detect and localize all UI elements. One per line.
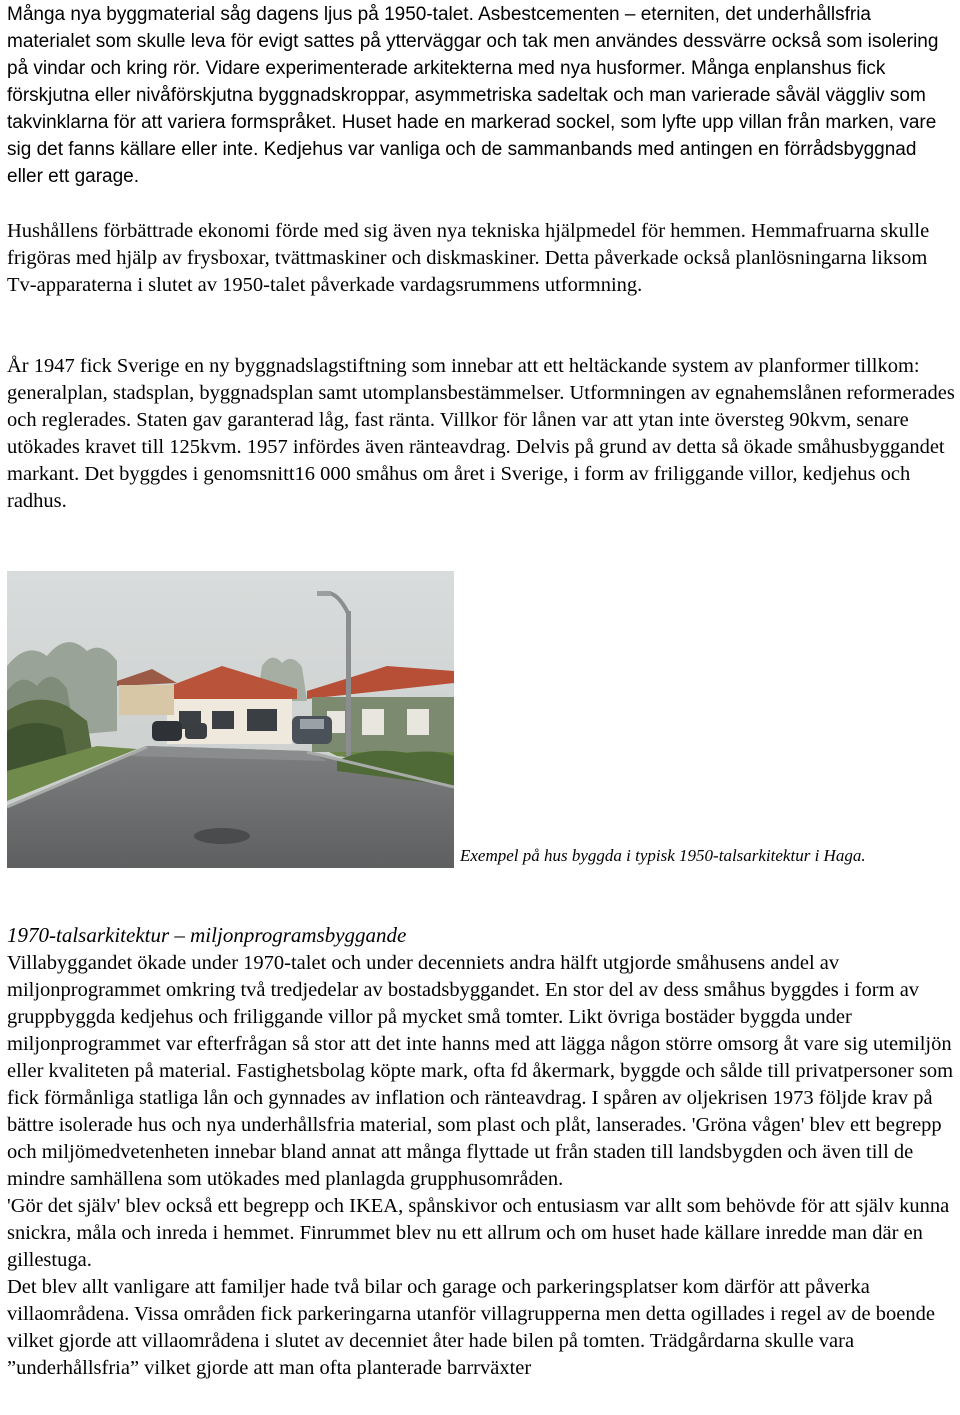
photo-caption: Exempel på hus byggda i typisk 1950-talsarkitektur i Haga. — [460, 846, 866, 865]
section-paragraph-1: Villabyggandet ökade under 1970-talet och under decenniets andra hälft utgjorde småhusens andel av miljonprogrammet omkring två tredjedelar av bostadsbyggandet. En stor del av dess småhus byggdes i form av gruppbyggda kedjehus och friliggande villor på mycket små tomter. Likt övriga bostäder byggda under miljonprogrammet var efterfrågan så stor att det inte hanns med att lägga någon större omsorg åt vare sig utemiljön eller kvaliteten på material. Fastighetsbolag köpte mark, ofta fd åkermark, byggde och sålde till privatpersoner som fick förmånliga statliga lån och gynnades av inflation och ränteavdrag. I spåren av oljekrisen 1973 följde krav på bättre isolerade hus och nya underhållsfria material, som plast och plåt, lanserades. 'Gröna vågen' blev ett begrepp och miljömedvetenheten innebar bland annat att många flyttade ut från staden till landsbygden och även till de mindre samhällena som utökades med planlagda grupphusområden. — [7, 952, 954, 1190]
legislation-paragraph: År 1947 fick Sverige en ny byggnadslagstiftning som innebar att ett heltäckande system av planformer tillkom: generalplan, stadsplan, byggnadsplan samt utomplansbestämmelser. Utformningen av egnahemslånen reformerades och reglerades. Staten gav garanterad låg, fast ränta. Villkor för lånen var att ytan inte översteg 90kvm, senare utökades kravet till 125kvm. 1957 infördes även ränteavdrag. Delvis på grund av detta så ökade småhusbyggandet markant. Det byggdes i genomsnitt16 000 småhus om året i Sverige, i form av friliggande villor, kedjehus och radhus. — [7, 355, 955, 512]
section-body — [7, 950, 957, 1382]
section-paragraph-2: 'Gör det själv' blev också ett begrepp och IKEA, spånskivor och entusiasm var allt som behövde för att själv kunna snickra, måla och inreda i hemmet. Finrummet blev nu ett allrum och om huset hade källare inredde man där en gillestuga. — [7, 1195, 950, 1271]
house-photo — [7, 571, 454, 868]
intro-paragraph — [7, 1, 957, 190]
section-paragraph-3: Det blev allt vanligare att familjer hade två bilar och garage och parkeringsplatser kom därför att påverka villaområdena. Vissa områden fick parkeringarna utanför villagrupperna men detta ogillades i regel av de boende vilket gjorde att villaområdena i slutet av decenniet åter hade bilen på tomten. Trädgårdarna skulle vara ”underhållsfria” vilket gjorde att man ofta planterade barrväxter — [7, 1276, 935, 1379]
house-photo-image — [7, 571, 454, 868]
intro-sentence-2: Många enplanshus fick förskjutna eller nivåförskjutna byggnadskroppar, asymmetriska sadeltak och man varierade såväl väggliv som takvinklarna för att variera formspråket. Huset hade en markerad sockel, som lyfte upp villan från marken, vare sig det fanns källare eller inte. Kedjehus var vanliga och de sammanbands med antingen en förrådsbyggnad eller ett garage. — [7, 58, 937, 187]
economy-paragraph: Hushållens förbättrade ekonomi förde med sig även nya tekniska hjälpmedel för hemmen. Hemmafruarna skulle frigöras med hjälp av frysboxar, tvättmaskiner och diskmaskiner. Detta påverkade också planlösningarna liksom Tv-apparaterna i slutet av 1950-talet påverkade vardagsrummens utformning. — [7, 220, 930, 296]
section-heading: 1970-talsarkitektur – miljonprogramsbyggande — [7, 923, 407, 947]
intro-sentence-1: Många nya byggmaterial såg dagens ljus på 1950-talet. Asbestcementen – eterniten, det underhållsfria materialet som skulle leva för evigt sattes på ytterväggar och tak men användes dessvärre också som isolering på vindar och kring rör. Vidare experimenterade arkitekterna med nya husformer. — [7, 4, 939, 79]
